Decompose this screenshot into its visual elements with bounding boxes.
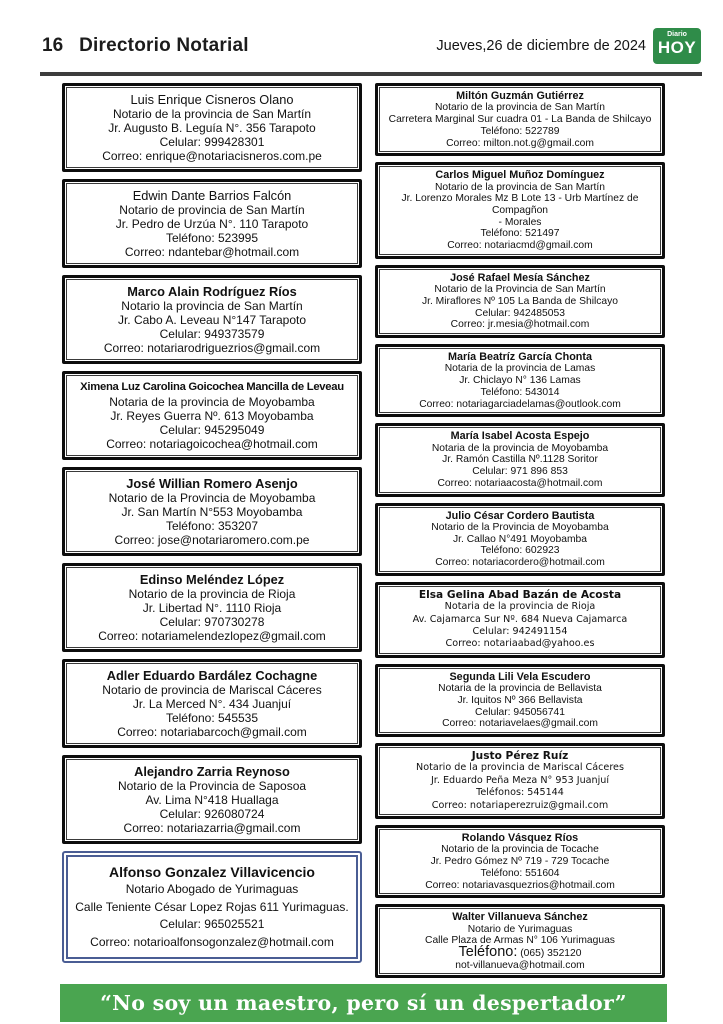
- logo-diario-text: Diario: [667, 31, 687, 38]
- notary-detail-line: Jr. San Martín N°553 Moyobamba: [121, 505, 303, 519]
- notary-name: Luis Enrique Cisneros Olano: [130, 92, 294, 107]
- notary-detail-line: Jr. Miraflores Nº 105 La Banda de Shilcayo: [421, 295, 619, 307]
- notary-name: Miltón Guzmán Gutiérrez: [456, 90, 584, 102]
- notary-card: [375, 664, 665, 737]
- notary-detail-line: Celular: 970730278: [159, 615, 265, 629]
- phone-number: (065) 352120: [517, 948, 582, 960]
- header-divider: [40, 72, 702, 76]
- notary-detail-line: Notaria de la provincia de Moyobamba: [431, 442, 609, 454]
- notary-card-inner: [66, 567, 358, 648]
- notary-detail-line: Notario la provincia de San Martín: [121, 299, 303, 313]
- notary-card: [375, 904, 665, 978]
- notary-card-inner: [66, 471, 358, 552]
- notary-card: [375, 423, 665, 496]
- notary-card-inner: [66, 663, 358, 744]
- notary-detail-line: Correo: notariacordero@hotmail.com: [435, 557, 605, 569]
- notary-detail-line: Correo: notariavasquezrios@hotmail.com: [425, 879, 615, 891]
- notary-name: Ximena Luz Carolina Goicochea Mancilla de Leveau: [80, 381, 344, 393]
- page-number: 16: [42, 35, 64, 56]
- notary-detail-line: Jr. Pedro Gómez Nº 719 - 729 Tocache: [430, 856, 610, 868]
- notary-detail-line: Notario de la Provincia de Moyobamba: [108, 491, 316, 505]
- notary-name: Justo Pérez Ruíz: [471, 749, 569, 762]
- notary-detail-line: Correo: notariamelendezlopez@gmail.com: [98, 629, 326, 643]
- notary-card: [62, 179, 362, 268]
- notary-detail-line: Teléfono: 551604: [480, 867, 560, 879]
- notary-detail-line: Jr. Chiclayo N° 136 Lamas: [459, 375, 581, 387]
- notary-detail-line: Av. Lima N°418 Huallaga: [145, 793, 279, 807]
- notary-detail-line: Celular: 949373579: [159, 327, 265, 341]
- notary-name: Segunda Lili Vela Escudero: [449, 670, 591, 683]
- page-title: Directorio Notarial: [79, 35, 249, 56]
- notary-name: Adler Eduardo Bardález Cochagne: [106, 668, 318, 683]
- notary-name: Alfonso Gonzalez Villavicencio: [109, 864, 315, 880]
- diario-hoy-logo: [653, 28, 701, 64]
- quote-banner: [60, 984, 667, 1022]
- notary-card: [62, 659, 362, 748]
- notary-detail-line: Notario de la provincia de San Martín: [435, 181, 605, 193]
- notary-detail-line: Correo: notariabarcoch@gmail.com: [117, 725, 307, 739]
- notary-card: [62, 755, 362, 844]
- notary-detail-line: Notario de la provincia de Tocache: [441, 844, 599, 856]
- notary-detail-line: Correo: milton.not.g@gmail.com: [446, 137, 594, 149]
- notary-detail-line: not-villanueva@hotmail.com: [455, 959, 585, 971]
- notary-detail-line: Notaria de la provincia de Bellavista: [438, 683, 602, 695]
- notary-card: [62, 275, 362, 364]
- notary-card: [375, 743, 665, 819]
- notary-detail-line: Correo: notariacmd@gmail.com: [447, 240, 593, 252]
- notary-detail-line: Notario de la provincia de San Martín: [112, 107, 312, 121]
- notary-card: [375, 83, 665, 156]
- notary-card: [375, 344, 665, 417]
- notary-name: Julio César Cordero Bautista: [445, 509, 595, 522]
- notary-detail-line: Av. Cajamarca Sur Nº. 684 Nueva Cajamarca: [412, 613, 628, 625]
- notary-detail-line: Notario Abogado de Yurimaguas: [125, 882, 299, 896]
- notary-card: [62, 467, 362, 556]
- notary-detail-line: Teléfono: 602923: [480, 545, 560, 557]
- notary-detail-line: Correo: notariaperezruiz@gmail.com: [431, 799, 609, 811]
- notary-name: Walter Villanueva Sánchez: [452, 911, 588, 924]
- left-column: [62, 83, 362, 963]
- notary-card-inner: [66, 759, 358, 840]
- notary-detail-line: Teléfono: 523995: [165, 231, 259, 245]
- notary-detail-line: Notario de la Provincia de Moyobamba: [431, 521, 609, 533]
- notary-detail-line: Calle Plaza de Armas N° 106 Yurimaguas: [425, 935, 615, 947]
- notary-detail-line: Jr. Callao N°491 Moyobamba: [452, 533, 588, 545]
- notary-name: Carlos Miguel Muñoz Domínguez: [435, 169, 605, 182]
- notary-name: Rolando Vásquez Ríos: [461, 832, 579, 844]
- notary-detail-line: Correo: ndantebar@hotmail.com: [124, 245, 300, 259]
- notary-detail-line: Notario de la provincia de Rioja: [128, 587, 296, 601]
- notary-card: [375, 265, 665, 338]
- notary-card: [62, 371, 362, 460]
- notary-card-inner: [379, 586, 661, 654]
- date-text: Jueves,26 de diciembre de 2024: [436, 38, 646, 54]
- notary-detail-line: Teléfono: 353207: [165, 519, 259, 533]
- notary-detail-line: Celular: 965025521: [159, 917, 265, 931]
- notary-detail-line: Correo: enrique@notariacisneros.com.pe: [102, 149, 322, 163]
- notary-detail-line: Teléfono: 545535: [165, 711, 259, 725]
- notary-detail-line: Notaria de la provincia de Moyobamba: [109, 395, 315, 409]
- notary-detail-line: Celular: 945295049: [159, 423, 265, 437]
- notary-card-inner: [379, 829, 661, 894]
- notary-detail-line: Jr. Augusto B. Leguía N°. 356 Tarapoto: [108, 121, 316, 135]
- notary-name: Elsa Gelina Abad Bazán de Acosta: [418, 588, 622, 601]
- notary-detail-line: Teléfono: 543014: [480, 386, 560, 398]
- notary-detail-line: Teléfonos: 545144: [476, 787, 564, 799]
- notary-card-inner: [379, 166, 661, 255]
- notary-detail-line: Notaria de la provincia de Lamas: [444, 363, 596, 375]
- notary-detail-line: Correo: notariagarciadelamas@outlook.com: [419, 398, 621, 410]
- directory-content: [62, 83, 723, 978]
- notary-detail-line: Correo: notariazarria@gmail.com: [123, 821, 301, 835]
- notary-card-inner: [379, 427, 661, 492]
- notary-card-inner: [66, 375, 358, 456]
- notary-detail-line: Celular: 926080724: [159, 807, 265, 821]
- notary-card-inner: [379, 747, 661, 815]
- notary-detail-line: Correo: notarioalfonsogonzalez@hotmail.com: [90, 934, 334, 949]
- phone-label-large: Teléfono:: [458, 944, 518, 961]
- notary-name: Edinso Meléndez López: [139, 572, 285, 587]
- notary-card: [62, 563, 362, 652]
- notary-detail-line: Jr. Eduardo Peña Meza N° 953 Juanjuí: [430, 774, 610, 786]
- notary-card-inner: [379, 908, 661, 974]
- logo-hoy-text: HOY: [657, 38, 697, 57]
- notary-card: [375, 503, 665, 576]
- notary-card-inner: [379, 507, 661, 572]
- notary-detail-line: Correo: jr.mesia@hotmail.com: [450, 319, 590, 331]
- notary-detail-line: [382, 944, 658, 961]
- notary-name: Alejandro Zarria Reynoso: [134, 764, 290, 779]
- notary-card: [62, 851, 362, 963]
- notary-detail-line: Correo: notariavelaes@gmail.com: [442, 718, 598, 730]
- notary-detail-line: Carretera Marginal Sur cuadra 01 - La Banda de Shilcayo: [388, 114, 652, 126]
- notary-detail-line: Notario de provincia de Mariscal Cáceres: [102, 683, 322, 697]
- notary-name: Edwin Dante Barrios Falcón: [132, 188, 292, 203]
- notary-card-inner: [379, 348, 661, 413]
- notary-detail-line: Correo: notariarodriguezrios@gmail.com: [103, 341, 321, 355]
- notary-name: José Rafael Mesía Sánchez: [450, 271, 590, 284]
- quote-text: “No soy un maestro, pero sí un despertador”: [100, 991, 627, 1016]
- notary-detail-line: Notario de Yurimaguas: [467, 923, 573, 935]
- notary-detail-line: Notario de la Provincia de Saposoa: [117, 779, 307, 793]
- notary-card: [375, 162, 665, 259]
- notary-card: [62, 83, 362, 172]
- notary-detail-line: Teléfono: 521497: [480, 228, 560, 240]
- notary-detail-line: Notario de la provincia de Mariscal Cáceres: [416, 762, 624, 774]
- notary-detail-line: Celular: 945056741: [475, 706, 565, 718]
- notary-detail-line: - Morales: [498, 216, 542, 228]
- page-header: [42, 26, 701, 66]
- notary-detail-line: Teléfono: 522789: [480, 125, 560, 137]
- notary-detail-line: Jr. Ramón Castilla Nº.1128 Soritor: [442, 454, 598, 466]
- notary-card-inner: [379, 668, 661, 733]
- notary-detail-line: Notario de la Provincia de San Martín: [434, 284, 606, 296]
- notary-detail-line: Notario de provincia de San Martín: [119, 203, 305, 217]
- notary-detail-line: Correo: jose@notariaromero.com.pe: [114, 533, 310, 547]
- right-column: [375, 83, 665, 978]
- header-date-group: [436, 28, 701, 64]
- notary-detail-line: Jr. La Merced N°. 434 Juanjuí: [132, 697, 292, 711]
- notary-detail-line: Calle Teniente César Lopez Rojas 611 Yurimaguas.: [75, 899, 349, 914]
- notary-name: José Willian Romero Asenjo: [126, 476, 298, 491]
- notary-detail-line: Celular: 942491154: [472, 625, 568, 637]
- notary-name: Marco Alain Rodríguez Ríos: [127, 284, 297, 299]
- notary-card-inner: [379, 269, 661, 334]
- notary-detail-line: Notario de la provincia de San Martín: [435, 102, 605, 114]
- notary-card-inner: [66, 855, 358, 959]
- notary-detail-line: Correo: notariaabad@yahoo.es: [445, 638, 595, 650]
- notary-detail-line: Correo: notariaacosta@hotmail.com: [437, 477, 603, 489]
- notary-card: [375, 582, 665, 658]
- notary-name: María Beatríz García Chonta: [447, 351, 592, 364]
- notary-detail-line: Jr. Libertad N°. 1110 Rioja: [142, 601, 282, 615]
- notary-detail-line: Jr. Pedro de Urzúa N°. 110 Tarapoto: [115, 217, 309, 231]
- notary-card-inner: [66, 183, 358, 264]
- notary-detail-line: Jr. Cabo A. Leveau N°147 Tarapoto: [117, 313, 307, 327]
- notary-card: [375, 825, 665, 898]
- notary-card-inner: [379, 87, 661, 152]
- notary-detail-line: Celular: 999428301: [159, 135, 265, 149]
- notary-name: María Isabel Acosta Espejo: [450, 430, 590, 443]
- notary-detail-line: Correo: notariagoicochea@hotmail.com: [106, 437, 318, 451]
- notary-detail-line: Notaria de la provincia de Rioja: [444, 601, 596, 613]
- notary-detail-line: Jr. Lorenzo Morales Mz B Lote 13 - Urb Martínez de Compagñon: [401, 193, 639, 217]
- notary-detail-line: Celular: 971 896 853: [472, 466, 568, 478]
- notary-detail-line: Celular: 942485053: [475, 307, 565, 319]
- notary-card-inner: [66, 87, 358, 168]
- notary-detail-line: Jr. Reyes Guerra Nº. 613 Moyobamba: [110, 409, 314, 423]
- header-title-group: [42, 35, 249, 57]
- notary-card-inner: [66, 279, 358, 360]
- notary-detail-line: Jr. Iquitos Nº 366 Bellavista: [457, 694, 583, 706]
